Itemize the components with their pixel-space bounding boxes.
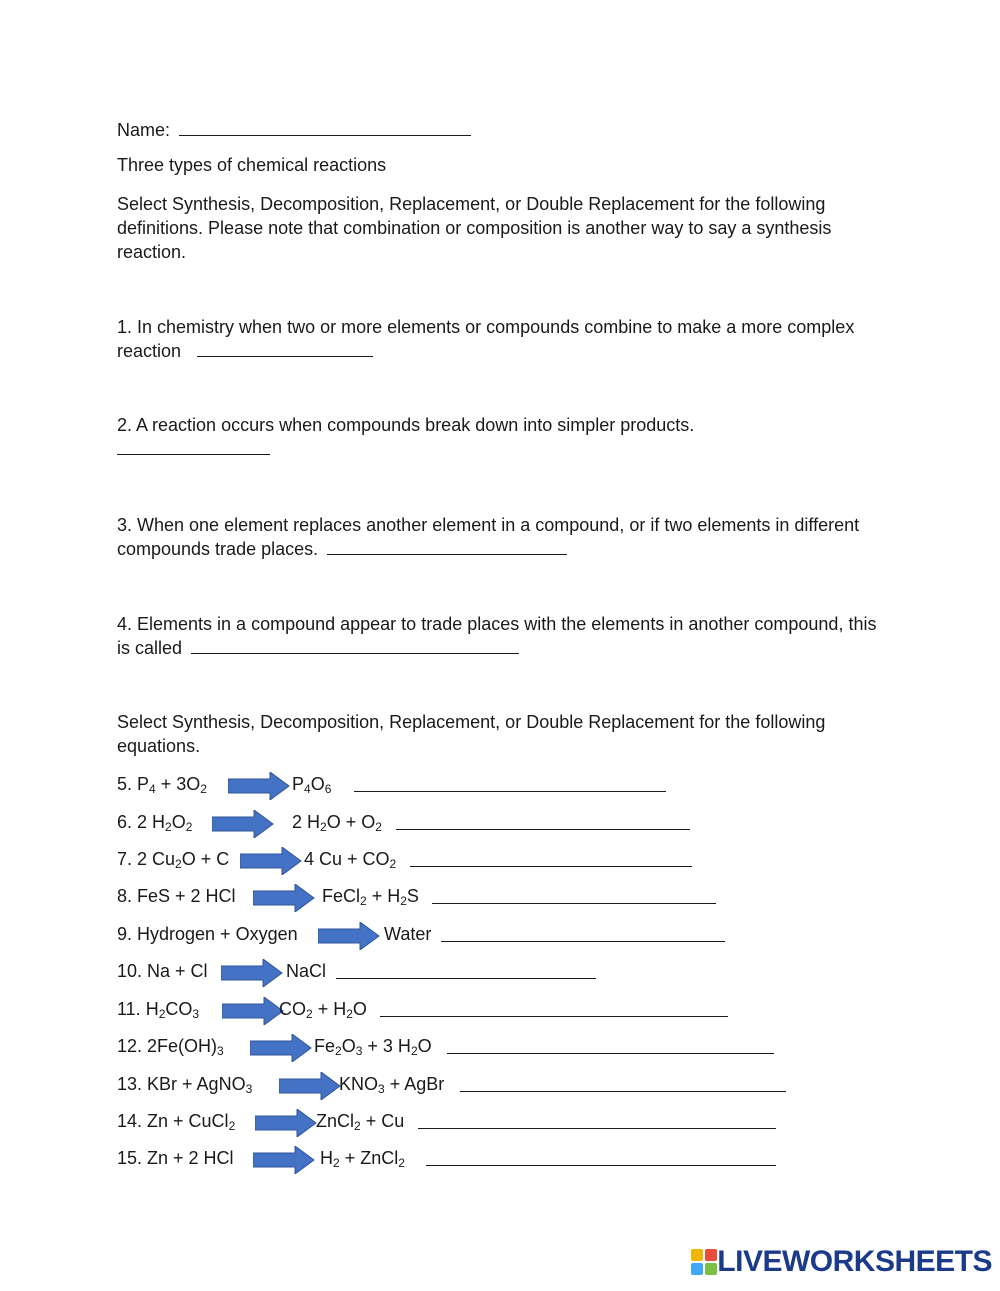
equation-products: $Fe_2O_3 + 3$ $H_2O$: [314, 1036, 432, 1058]
equation-reactants: 5. $P_4 + 3O_2$: [117, 774, 207, 796]
reaction-arrow-icon: [228, 772, 290, 800]
name-blank[interactable]: [179, 118, 471, 136]
equation-reactants: 6. 2 $H_2O_2$: [117, 812, 193, 834]
reaction-arrow-icon: [279, 1072, 341, 1100]
answer-blank-1[interactable]: [197, 339, 373, 357]
equation-row: [117, 771, 917, 797]
equation-answer-blank[interactable]: [380, 999, 728, 1017]
reaction-arrow-icon: [253, 884, 315, 912]
equation-row: [117, 1108, 917, 1134]
equation-answer-blank[interactable]: [447, 1036, 774, 1054]
equation-reactants: 12. $2Fe(OH)_3$: [117, 1036, 224, 1058]
logo-icon: [691, 1249, 717, 1275]
equation-reactants: 11. $H_2CO_3$: [117, 999, 200, 1021]
reaction-arrow-icon: [250, 1034, 312, 1062]
reaction-arrow-icon: [255, 1109, 317, 1137]
answer-blank-3[interactable]: [327, 537, 567, 555]
equation-answer-blank[interactable]: [441, 924, 725, 942]
liveworksheets-logo: [691, 1245, 992, 1279]
name-line: [117, 118, 471, 141]
answer-blank-2[interactable]: [117, 437, 270, 455]
worksheet-subtitle: Three types of chemical reactions: [117, 155, 387, 175]
equation-answer-blank[interactable]: [426, 1148, 776, 1166]
instructions-definitions: Select Synthesis, Decomposition, Replacement, or Double Replacement for the following definitions. Please note that combination or composition is another way to say a synthesis reaction.: [117, 194, 832, 262]
equation-answer-blank[interactable]: [418, 1111, 776, 1129]
equation-row: [117, 809, 917, 835]
equation-row: [117, 1145, 917, 1171]
name-label: Name:: [117, 120, 171, 140]
equation-reactants: 15. Zn + 2 HCl: [117, 1148, 234, 1168]
reaction-arrow-icon: [221, 959, 283, 987]
equation-products: ZnCl$_2$ + Cu: [316, 1111, 405, 1133]
equation-row: [117, 958, 917, 984]
equation-answer-blank[interactable]: [460, 1074, 786, 1092]
equation-products: 4 $Cu + CO_2$: [304, 849, 397, 871]
equation-products: 2 $H_2O + O_2$: [292, 812, 382, 834]
equation-row: [117, 921, 917, 947]
equation-products: FeCl$_2$ + $H_2S$: [322, 886, 419, 908]
equation-reactants: 10. Na + Cl: [117, 961, 208, 981]
equation-answer-blank[interactable]: [396, 812, 690, 830]
reaction-arrow-icon: [318, 922, 380, 950]
equation-reactants: 13. KBr + AgNO$_3$: [117, 1074, 253, 1096]
equation-products: Water: [384, 924, 432, 944]
equation-reactants: 14. Zn + CuCl$_2$: [117, 1111, 236, 1133]
equation-reactants: 7. 2 $Cu_2O + C$: [117, 849, 230, 871]
equation-answer-blank[interactable]: [410, 849, 692, 867]
reaction-arrow-icon: [222, 997, 284, 1025]
logo-text: LIVEWORKSHEETS: [717, 1245, 992, 1278]
question-2: 2. A reaction occurs when compounds break down into simpler products.: [117, 413, 892, 461]
equation-reactants: 8. FeS + 2 HCl: [117, 886, 236, 906]
equation-products: $P_4O_6$: [292, 774, 332, 796]
equation-answer-blank[interactable]: [354, 774, 666, 792]
equation-row: [117, 1071, 917, 1097]
question-4: 4. Elements in a compound appear to trade places with the elements in another compound, this is called: [117, 614, 877, 658]
equation-row: [117, 846, 917, 872]
reaction-arrow-icon: [253, 1146, 315, 1174]
reaction-arrow-icon: [240, 847, 302, 875]
equation-products: $H_2$ + ZnCl$_2$: [320, 1148, 405, 1170]
equation-row: [117, 1033, 917, 1059]
equation-answer-blank[interactable]: [432, 886, 716, 904]
equation-answer-blank[interactable]: [336, 961, 596, 979]
equation-reactants: 9. Hydrogen + Oxygen: [117, 924, 298, 944]
equation-row: [117, 883, 917, 909]
equation-row: [117, 996, 917, 1022]
question-1: 1. In chemistry when two or more elements or compounds combine to make a more complex reaction: [117, 317, 855, 361]
equation-products: $KNO_3$ + AgBr: [339, 1074, 445, 1096]
question-3: 3. When one element replaces another element in a compound, or if two elements in different compounds trade places.: [117, 515, 860, 559]
reaction-arrow-icon: [212, 810, 274, 838]
answer-blank-4[interactable]: [191, 636, 519, 654]
instructions-equations: Select Synthesis, Decomposition, Replacement, or Double Replacement for the following equations.: [117, 712, 826, 756]
equation-products: NaCl: [286, 961, 327, 981]
equation-products: $CO_2 + H_2O$: [279, 999, 367, 1021]
